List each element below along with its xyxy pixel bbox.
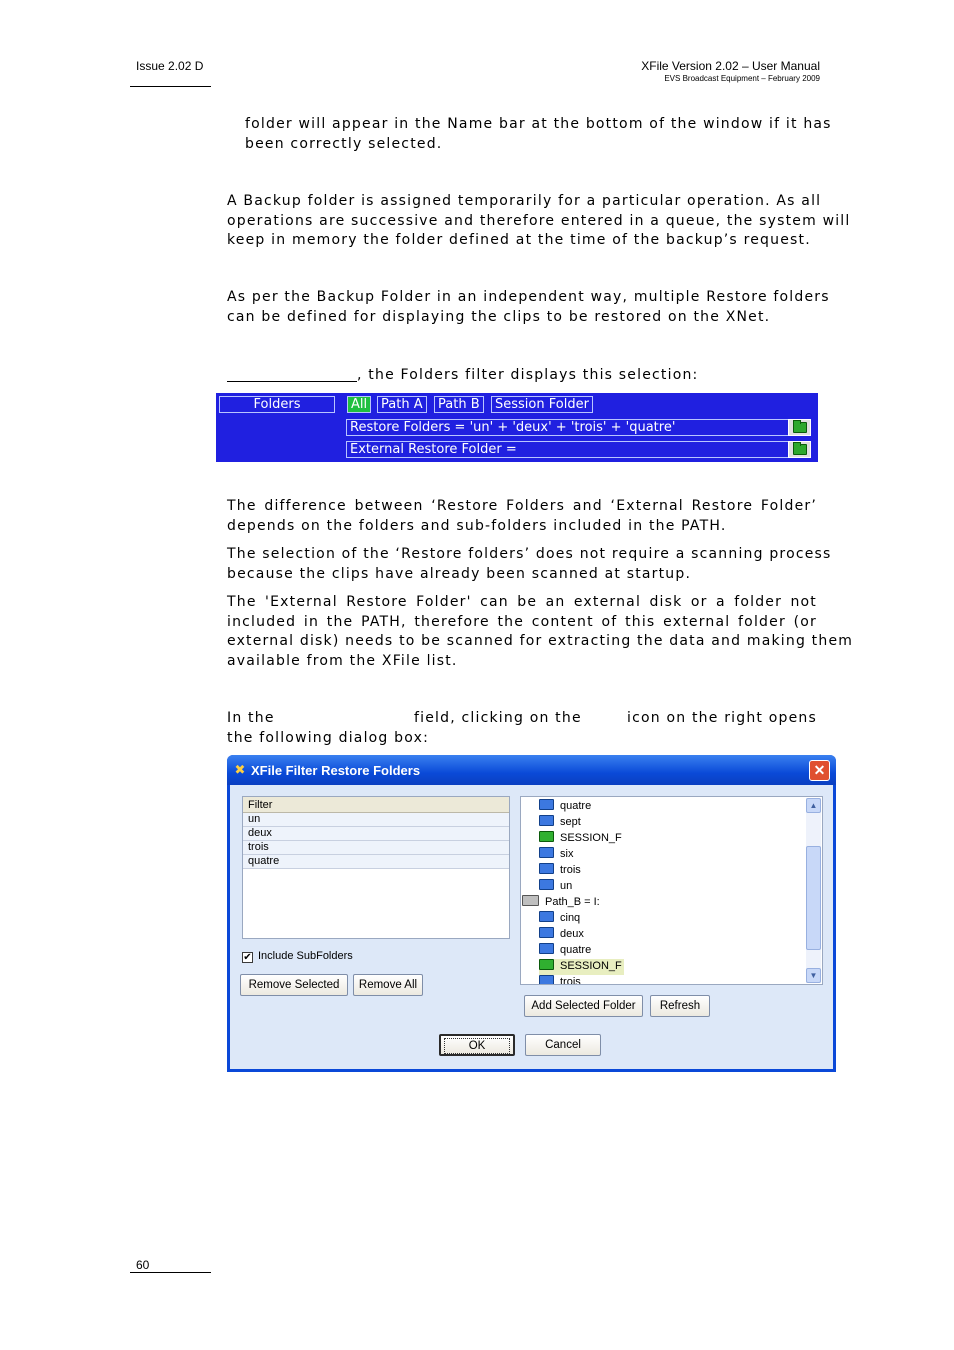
tree-node-label: cinq [560,912,581,924]
text-line: included in the PATH, therefore the content of this external folder (or [227,613,817,630]
close-button[interactable] [809,760,830,781]
tree-node[interactable] [539,831,622,847]
tree-node-label: sept [560,816,581,828]
include-subfolders-checkbox[interactable] [242,950,353,963]
tree-node-label: trois [560,976,581,985]
text-line: A Backup folder is assigned temporarily for a particular operation. As all [227,193,822,209]
folders-label: Folders [219,396,335,413]
filter-restore-folders-dialog [227,755,836,1072]
tree-node-label: Path_B = I: [545,896,600,908]
footer-rule [130,1272,211,1273]
text-fragment: In the [227,710,275,726]
filter-header: Filter [243,797,509,813]
tree-node[interactable] [539,911,580,927]
text-fragment: , the Folders filter displays this selection: [357,367,699,383]
tree-node[interactable] [539,943,591,959]
add-selected-folder-button[interactable]: Add Selected Folder [524,995,643,1017]
browse-external-button[interactable] [788,441,811,458]
tree-node-label: un [560,880,573,892]
tree-node-label: SESSION_F [560,960,622,972]
text-line: can be defined for displaying the clips to be restored on the XNet. [227,308,771,325]
paragraph-7 [227,593,854,671]
session-folder-icon [539,831,554,842]
tree-node[interactable] [522,895,600,911]
text-line: because the clips have already been scanned at startup. [227,565,692,582]
folders-filter-bar [216,393,818,462]
tree-node-label: deux [560,928,584,940]
tree-node-label: trois [560,864,581,876]
tree-node[interactable] [539,799,591,815]
text-line: The 'External Restore Folder' can be an external disk or a folder not [227,594,817,610]
text-line: external disk) needs to be scanned for extracting the data and making them [227,633,854,649]
chip-path-b[interactable]: Path B [434,396,484,413]
tree-node[interactable] [539,879,572,895]
folder-icon [793,444,807,455]
issue-label: Issue 2.02 D [136,59,204,73]
text-fragment: field, clicking on the [414,710,582,726]
restore-folders-field[interactable]: Restore Folders = 'un' + 'deux' + 'trois' + 'quatre' [346,419,811,436]
folder-icon [539,879,554,890]
paragraph-1 [245,115,832,154]
manual-title: XFile Version 2.02 – User Manual [641,59,820,73]
tree-node[interactable] [539,959,624,975]
session-folder-icon [539,959,554,970]
chip-all[interactable]: All [347,396,371,413]
folder-icon [793,422,807,433]
scroll-up-icon[interactable]: ▲ [806,798,821,813]
chip-session-folder[interactable]: Session Folder [491,396,593,413]
text-line: the following dialog box: [227,729,429,746]
cancel-button[interactable]: Cancel [525,1034,601,1056]
tree-node[interactable] [539,927,584,943]
folder-icon [539,975,554,985]
text-line [227,709,817,729]
dialog-title-bar [227,755,836,785]
scroll-down-icon[interactable]: ▼ [806,968,821,983]
paragraph-4 [227,366,817,386]
include-subfolders-label: Include SubFolders [258,950,353,962]
text-line: The difference between ‘Restore Folders and ‘External Restore Folder’ [227,498,817,514]
ok-label: OK [444,1038,511,1054]
filter-list[interactable] [242,796,510,939]
text-fragment: icon on the right opens [627,710,817,726]
tree-node-label: SESSION_F [560,832,622,844]
text-line: been correctly selected. [245,135,443,152]
manual-subtitle: EVS Broadcast Equipment – February 2009 [664,74,820,83]
tree-node-label: quatre [560,800,592,812]
paragraph-3 [227,288,830,327]
list-item[interactable]: quatre [243,855,509,869]
tree-node[interactable] [539,863,581,879]
text-line: folder will appear in the Name bar at the bottom of the window if it has [245,116,832,132]
folder-icon [539,911,554,922]
dialog-title: XFile Filter Restore Folders [251,763,421,778]
chip-path-a[interactable]: Path A [377,396,427,413]
text-line: keep in memory the folder defined at the time of the backup’s request. [227,232,811,248]
text-line: depends on the folders and sub-folders included in the PATH. [227,517,727,534]
dialog-body [230,785,833,1069]
browse-restore-button[interactable] [788,419,811,436]
list-item[interactable]: un [243,813,509,827]
ok-button[interactable] [439,1034,515,1056]
tree-node-label: quatre [560,944,592,956]
list-item[interactable]: trois [243,841,509,855]
tree-node[interactable] [539,975,581,985]
text-line [227,366,817,386]
tree-node[interactable] [539,815,581,831]
external-restore-field[interactable]: External Restore Folder = [346,441,811,458]
folder-icon [539,943,554,954]
paragraph-2 [227,192,851,251]
check-icon: ✔ [243,952,252,963]
text-line: operations are successive and therefore entered in a queue, the system will [227,212,851,229]
folder-tree[interactable] [520,796,823,985]
paragraph-6 [227,545,832,584]
app-icon: ✖ [234,762,246,777]
close-icon: ✕ [813,762,826,778]
header-rule [130,86,211,87]
paragraph-8 [227,709,817,748]
folder-icon [539,847,554,858]
tree-node-label: six [560,848,574,860]
folder-icon [539,927,554,938]
remove-selected-button[interactable]: Remove Selected [240,974,348,996]
refresh-button[interactable]: Refresh [650,995,710,1017]
page-number: 60 [136,1258,150,1272]
scroll-thumb[interactable] [806,846,821,950]
paragraph-5 [227,497,817,536]
tree-scrollbar[interactable] [806,798,821,983]
folder-icon [539,799,554,810]
blank-underline [227,367,357,382]
folder-icon [539,815,554,826]
text-line: available from the XFile list. [227,652,458,669]
text-line: The selection of the ‘Restore folders’ does not require a scanning process [227,546,832,562]
remove-all-button[interactable]: Remove All [353,974,423,996]
drive-icon [522,895,539,906]
tree-node[interactable] [539,847,573,863]
folder-icon [539,863,554,874]
text-line: As per the Backup Folder in an independent way, multiple Restore folders [227,289,830,305]
list-item[interactable]: deux [243,827,509,841]
